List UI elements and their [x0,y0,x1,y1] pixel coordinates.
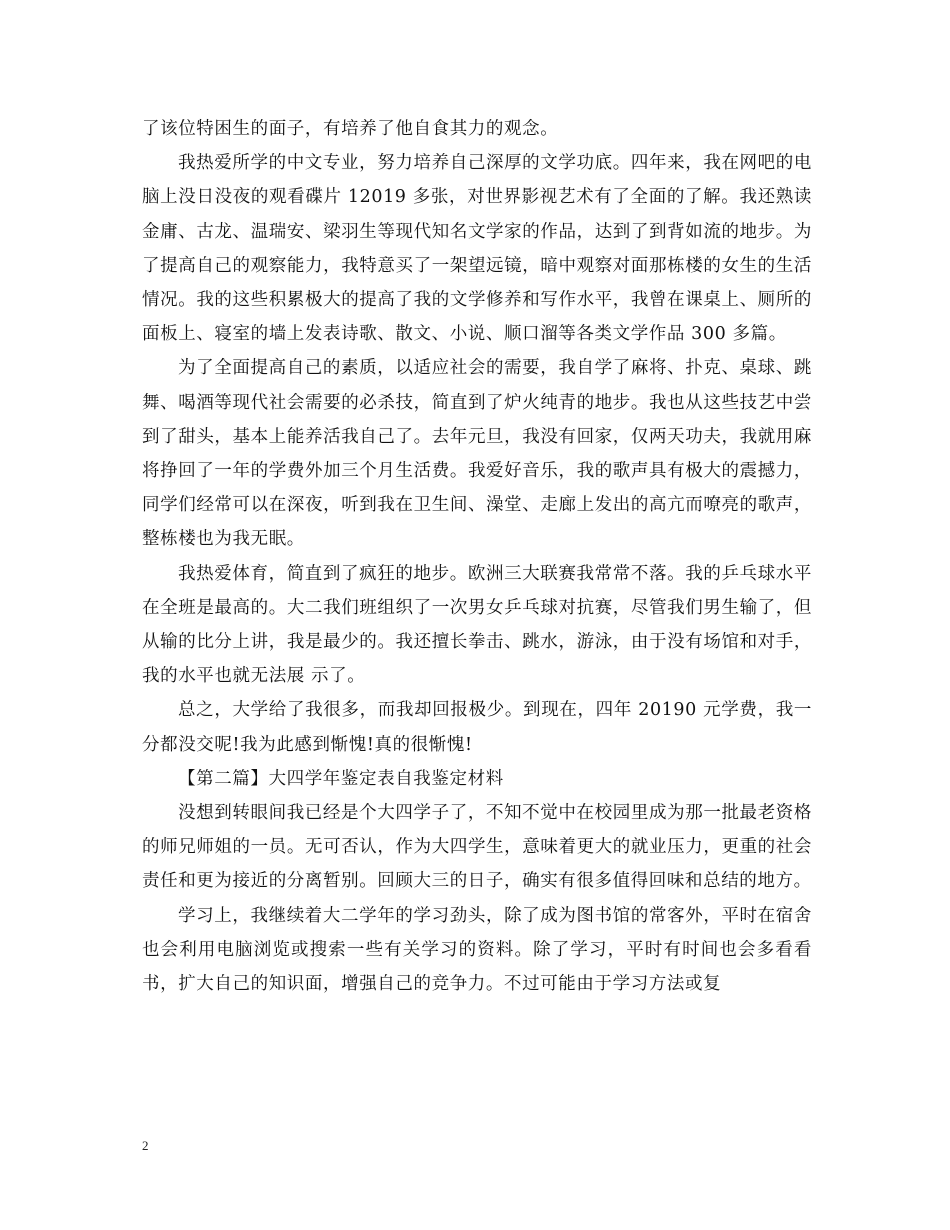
paragraph-5: 总之，大学给了我很多，而我却回报极少。到现在，四年 20190 元学费，我一分都没交呢!我为此感到惭愧!真的很惭愧! [142,700,812,755]
paragraph-4: 我热爱体育，简直到了疯狂的地步。欧洲三大联赛我常常不落。我的乒乓球水平在全班是最高的。大二我们班组织了一次男女乒乓球对抗赛，尽管我们男生输了，但从输的比分上讲，我是最少的。我还擅长拳击、跳水，游泳，由于没有场馆和对手，我的水平也就无法展 示了。 [142,563,812,687]
paragraph-2: 我热爱所学的中文专业，努力培养自己深厚的文学功底。四年来，我在网吧的电脑上没日没夜的观看碟片 12019 多张，对世界影视艺术有了全面的了解。我还熟读金庸、古龙、温瑞安、梁羽生等现代知名文学家的作品，达到了到背如流的地步。为了提高自己的观察能力，我特意买了一架望远镜，暗中观察对面那栋楼的女生的生活情况。我的这些积累极大的提高了我的文学修养和写作水平，我曾在课桌上、厕所的面板上、寝室的墙上发表诗歌、散文、小说、顺口溜等各类文学作品 300 多篇。 [142,153,812,345]
paragraph-3: 为了全面提高自己的素质，以适应社会的需要，我自学了麻将、扑克、桌球、跳舞、喝酒等现代社会需要的必杀技，简直到了炉火纯青的地步。我也从这些技艺中尝到了甜头，基本上能养活我自己了。去年元旦，我没有回家，仅两天功夫，我就用麻将挣回了一年的学费外加三个月生活费。我爱好音乐，我的歌声具有极大的震撼力，同学们经常可以在深夜，听到我在卫生间、澡堂、走廊上发出的高亢而嘹亮的歌声，整栋楼也为我无眠。 [142,358,812,550]
paragraph-7: 学习上，我继续着大二学年的学习劲头，除了成为图书馆的常客外，平时在宿舍也会利用电脑浏览或搜索一些有关学习的资料。除了学习，平时有时间也会多看看书，扩大自己的知识面，增强自己的竞争力。不过可能由于学习方法或复 [142,905,812,995]
paragraph-6: 没想到转眼间我已经是个大四学子了，不知不觉中在校园里成为那一批最老资格的师兄师姐的一员。无可否认，作为大四学生，意味着更大的就业压力，更重的社会责任和更为接近的分离暂别。回顾大三的日子，确实有很多值得回味和总结的地方。 [142,803,812,892]
page-number: 2 [142,1138,149,1153]
paragraph-1: 了该位特困生的面子，有培养了他自食其力的观念。 [142,119,559,139]
document-body [142,112,812,1001]
section-heading: 【第二篇】大四学年鉴定表自我鉴定材料 [178,768,504,789]
